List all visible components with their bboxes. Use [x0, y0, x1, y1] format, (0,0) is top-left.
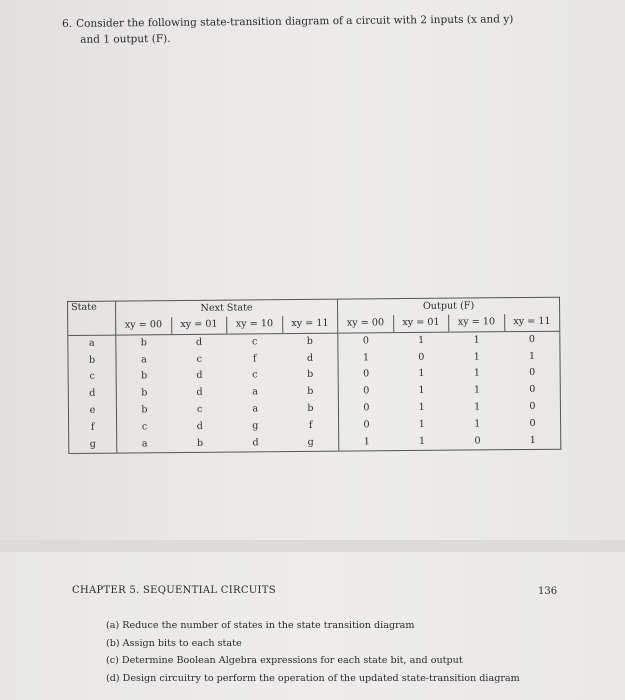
next-state-cell: b	[141, 370, 148, 382]
next-state-cell: a	[252, 403, 259, 415]
output-input-header: xy = 00	[338, 315, 394, 332]
next-state-cell: c	[251, 336, 258, 348]
output-cell: 0	[529, 367, 536, 379]
output-cell: 1	[418, 368, 425, 380]
task-item: (d) Design circuitry to perform the operation of the updated state-transition diagram	[106, 672, 520, 684]
output-cell: 1	[474, 418, 481, 430]
output-cell: 0	[474, 434, 481, 446]
next-input-header: xy = 11	[282, 316, 338, 333]
next-state-cell: d	[196, 387, 203, 399]
output-cell: 0	[338, 383, 394, 400]
state-cell: e	[68, 402, 116, 419]
next-state-cell: c	[196, 353, 202, 365]
output-cell: 1	[528, 350, 536, 362]
output-cell: 1	[473, 334, 480, 346]
output-cell: 0	[338, 366, 394, 383]
next-state-cell: d	[252, 436, 259, 448]
next-state-cell: f	[308, 419, 313, 431]
task-item: (a) Reduce the number of states in the state transition diagram	[106, 620, 415, 631]
output-cell: 1	[473, 351, 480, 363]
output-cell: 0	[528, 333, 535, 345]
next-state-cell: d	[195, 336, 203, 348]
next-state-cell: b	[140, 337, 147, 349]
task-item: (c) Determine Boolean Algebra expressions for each state bit, and output	[106, 655, 463, 666]
next-state-cell: a	[141, 437, 148, 449]
output-cell: 1	[529, 434, 536, 446]
next-state-cell: b	[141, 387, 148, 399]
state-transition-table	[67, 297, 561, 454]
output-cell: 0	[338, 400, 394, 417]
output-input-header: xy = 11	[504, 314, 560, 331]
output-cell: 1	[418, 418, 425, 430]
output-cell: 1	[473, 367, 480, 379]
next-state-cell: a	[141, 354, 147, 366]
output-cell: 0	[339, 416, 395, 433]
next-state-cell: c	[252, 369, 258, 381]
state-cell: a	[68, 335, 116, 353]
output-cell: 1	[418, 401, 425, 413]
state-header: State	[68, 301, 116, 335]
output-header: Output (F)	[337, 297, 559, 316]
output-cell: 1	[417, 334, 425, 346]
output-cell: 1	[338, 349, 394, 366]
page-divider	[0, 540, 625, 552]
next-state-cell: b	[307, 386, 314, 398]
page-number: 136	[538, 586, 558, 597]
state-cell: c	[68, 369, 116, 386]
question-number: 6.	[62, 17, 73, 30]
output-cell: 0	[338, 332, 394, 350]
next-state-cell: g	[307, 436, 314, 448]
output-cell: 1	[339, 433, 395, 451]
next-state-cell: d	[306, 352, 314, 364]
next-input-header: xy = 01	[171, 317, 227, 334]
state-cell: g	[69, 436, 117, 454]
next-input-header: xy = 10	[227, 316, 283, 333]
state-cell: b	[68, 352, 116, 369]
next-state-cell: b	[141, 404, 148, 416]
next-state-header: Next State	[200, 302, 253, 314]
next-state-cell: b	[307, 369, 314, 381]
next-state-cell: c	[141, 421, 148, 433]
next-state-cell: b	[307, 402, 314, 414]
next-state-cell: g	[252, 420, 259, 432]
output-cell: 1	[418, 385, 425, 397]
output-cell: 1	[474, 401, 481, 413]
question-line-2: and 1 output (F).	[80, 32, 171, 46]
table-row	[69, 432, 561, 454]
next-state-cell: b	[306, 335, 313, 347]
output-input-header: xy = 01	[393, 315, 449, 332]
next-input-header: xy = 00	[116, 317, 172, 334]
next-state-cell: c	[196, 403, 203, 415]
next-state-cell: f	[252, 353, 257, 365]
output-cell: 0	[418, 351, 425, 363]
chapter-title: CHAPTER 5. SEQUENTIAL CIRCUITS	[72, 585, 276, 596]
output-cell: 1	[473, 384, 481, 396]
task-item: (b) Assign bits to each state	[106, 637, 242, 649]
output-cell: 1	[418, 435, 426, 447]
next-state-cell: b	[196, 437, 204, 449]
next-state-cell: a	[252, 386, 258, 398]
task-list	[106, 617, 520, 687]
output-cell: 0	[529, 400, 536, 412]
question-text	[62, 11, 582, 48]
output-input-header: xy = 10	[449, 314, 505, 331]
output-cell: 0	[529, 417, 536, 429]
next-state-cell: d	[196, 420, 203, 432]
question-line-1-text: Consider the following state-transition diagram of a circuit with 2 inputs (x and y)	[76, 13, 514, 30]
next-state-cell: d	[196, 370, 203, 382]
state-cell: f	[69, 419, 117, 436]
state-cell: d	[68, 385, 116, 402]
output-cell: 0	[529, 384, 536, 396]
